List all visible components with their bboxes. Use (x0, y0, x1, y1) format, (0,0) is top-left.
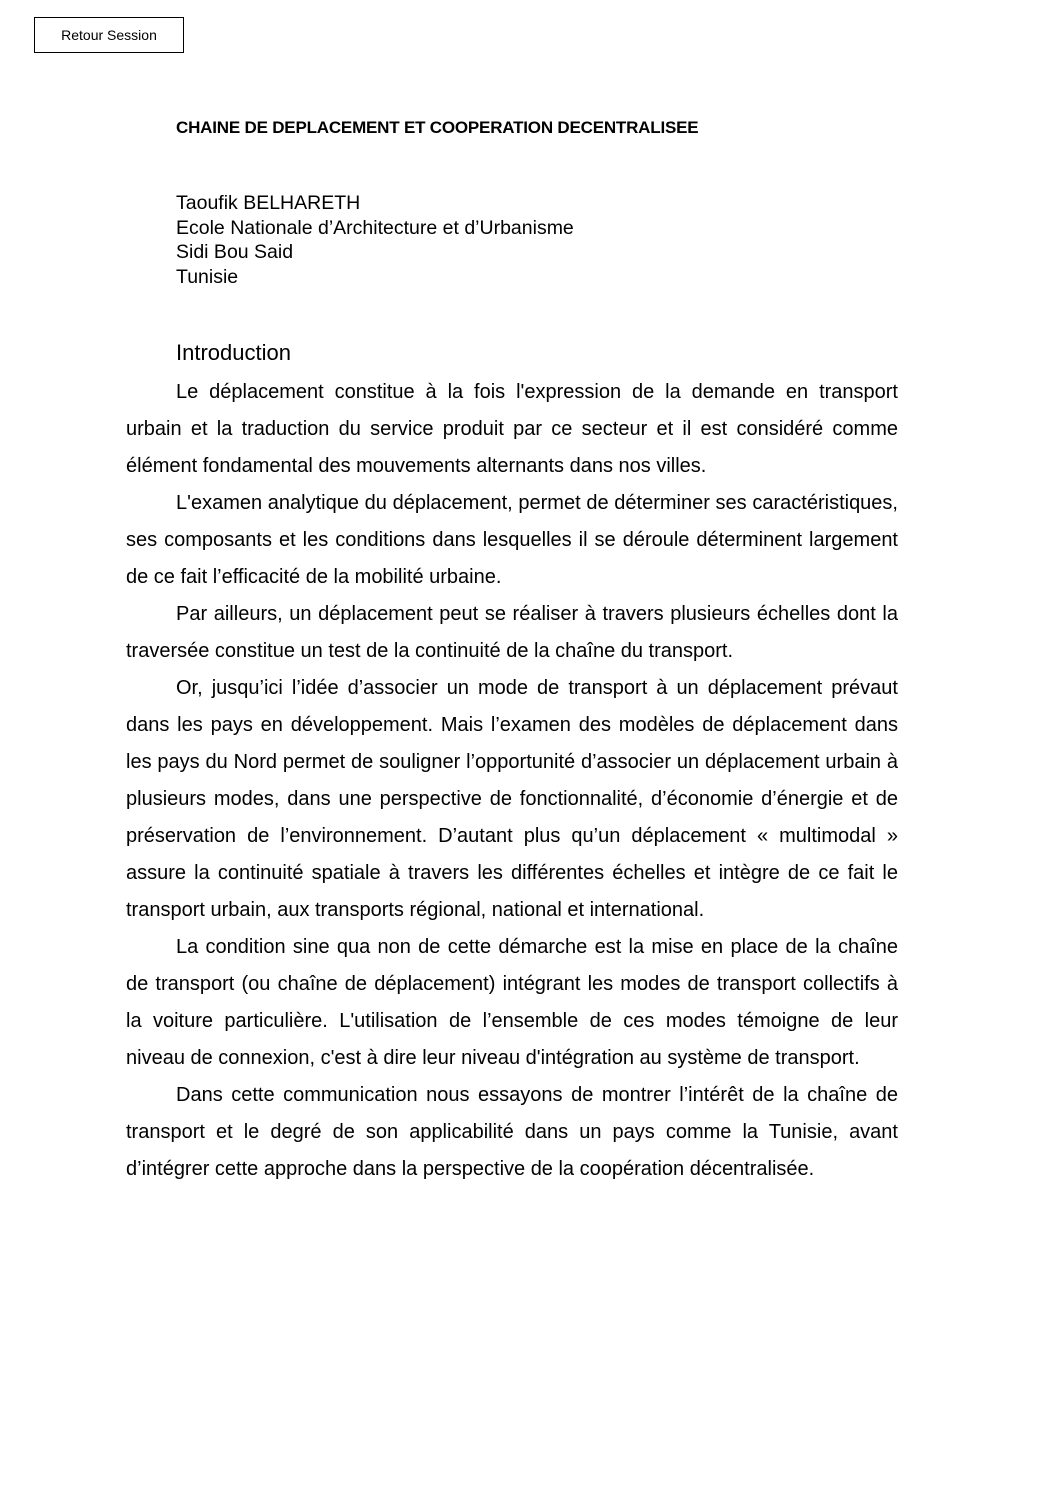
paragraph: Le déplacement constitue à la fois l'expression de la demande en transport urbain et la traduction du service produit par ce secteur et il est considéré comme élément fondamental des mouvements alternants dans nos villes. (126, 381, 898, 477)
document-body (126, 374, 898, 1188)
section-heading: Introduction (176, 340, 291, 365)
paragraph: La condition sine qua non de cette démarche est la mise en place de la chaîne de transport (ou chaîne de déplacement) intégrant les modes de transport collectifs à la voiture particulière. L'utilisation de l’ensemble de ces modes témoigne de leur niveau de connexion, c'est à dire leur niveau d'intégration au système de transport. (126, 936, 898, 1069)
author-name: Taoufik BELHARETH (176, 192, 361, 214)
author-city: Sidi Bou Said (176, 241, 294, 264)
author-institution: Ecole Nationale d’Architecture et d’Urbanisme (176, 216, 574, 239)
author-country: Tunisie (176, 266, 239, 289)
document-title: CHAINE DE DEPLACEMENT ET COOPERATION DECENTRALISEE (176, 118, 699, 137)
paragraph: Par ailleurs, un déplacement peut se réaliser à travers plusieurs échelles dont la traversée constitue un test de la continuité de la chaîne du transport. (126, 603, 898, 662)
back-to-session-button[interactable]: Retour Session (34, 17, 184, 53)
paragraph: Or, jusqu’ici l’idée d’associer un mode de transport à un déplacement prévaut dans les pays en développement. Mais l’examen des modèles de déplacement dans les pays du Nord permet de souligner l’opportunité d’associer un déplacement urbain à plusieurs modes, dans une perspective de fonctionnalité, d’économie d’énergie et de préservation de l’environnement. D’autant plus qu’un déplacement « multimodal » assure la continuité spatiale à travers les différentes échelles et intègre de ce fait le transport urbain, aux transports régional, national et international. (126, 677, 898, 921)
paragraph: L'examen analytique du déplacement, permet de déterminer ses caractéristiques, ses composants et les conditions dans lesquelles il se déroule déterminent largement de ce fait l’efficacité de la mobilité urbaine. (126, 492, 898, 588)
author-block (176, 191, 574, 290)
paragraph: Dans cette communication nous essayons de montrer l’intérêt de la chaîne de transport et le degré de son applicabilité dans un pays comme la Tunisie, avant d’intégrer cette approche dans la perspective de la coopération décentralisée. (126, 1084, 898, 1180)
